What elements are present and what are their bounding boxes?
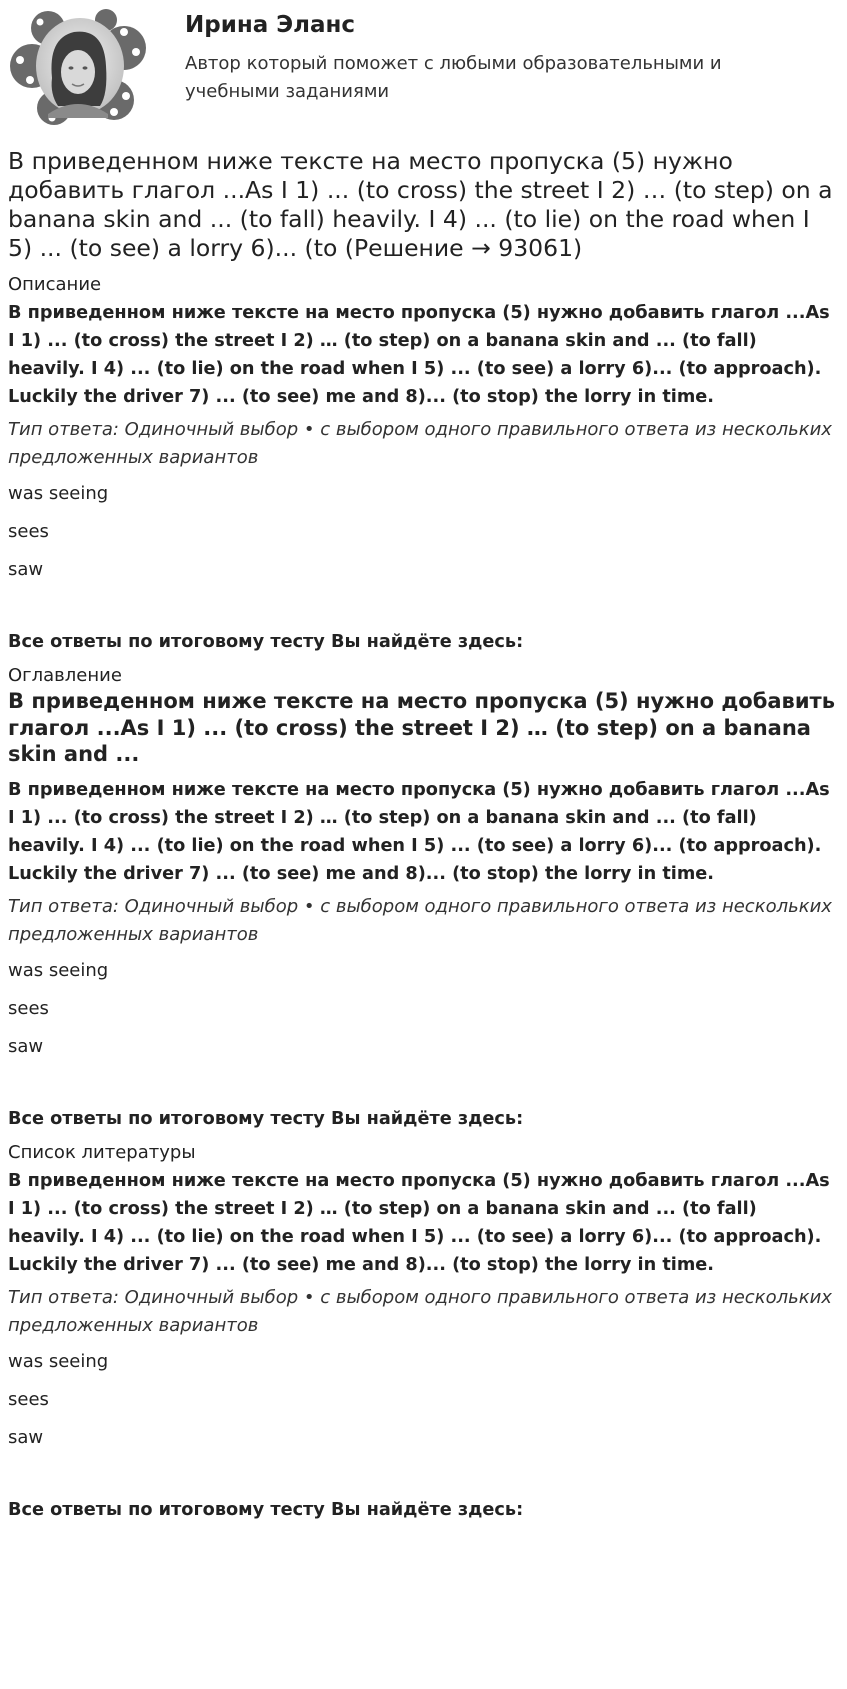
all-answers-link-text: Все ответы по итоговому тесту Вы найдёте здесь: <box>8 1499 524 1520</box>
answer-type: Тип ответа: Одиночный выбор • с выбором одного правильного ответа из нескольких предложенных вариантов <box>8 895 832 945</box>
all-answers-link-text: Все ответы по итоговому тесту Вы найдёте здесь: <box>8 1108 524 1129</box>
answer-option[interactable]: saw <box>8 1426 44 1448</box>
section-label: Описание <box>8 274 102 295</box>
answer-option[interactable]: was seeing <box>8 483 109 504</box>
section-label: Список литературы <box>8 1141 196 1163</box>
section-contents <box>8 664 838 1131</box>
answer-option[interactable]: sees <box>8 521 49 542</box>
answer-option[interactable]: sees <box>8 997 49 1019</box>
answer-type: Тип ответа: Одиночный выбор • с выбором одного правильного ответа из нескольких предложенных вариантов <box>8 419 832 468</box>
page <box>8 0 838 1522</box>
answer-option[interactable]: was seeing <box>8 1350 109 1372</box>
answer-type: Тип ответа: Одиночный выбор • с выбором одного правильного ответа из нескольких предложенных вариантов <box>8 1286 832 1336</box>
all-answers-link-text: Все ответы по итоговому тесту Вы найдёте здесь: <box>8 632 524 652</box>
page-title: В приведенном ниже тексте на место пропуска (5) нужно добавить глагол ...As I 1) ... (to cross) the street I 2) … (to step) on a banana skin and ... (to fall) heavily. I 4) ... (to lie) on the road when I 5) ... (to see) a lorry 6)... (to (Решение → 93061) <box>8 147 833 262</box>
author-description: Автор который поможет с любыми образовательными и учебными заданиями <box>185 53 722 102</box>
question-text: В приведенном ниже тексте на место пропуска (5) нужно добавить глагол ...As I 1) ... (to cross) the street I 2) … (to step) on a banana skin and ... (to fall) heavily. I 4) ... (to lie) on the road when I 5) ... (to see) a lorry 6)... (to approach). Luckily the driver 7) ... (to see) me and 8)... (to stop) the lorry in time. <box>8 303 830 407</box>
question-text: В приведенном ниже тексте на место пропуска (5) нужно добавить глагол ...As I 1) ... (to cross) the street I 2) … (to step) on a banana skin and ... (to fall) heavily. I 4) ... (to lie) on the road when I 5) ... (to see) a lorry 6)... (to approach). Luckily the driver 7) ... (to see) me and 8)... (to stop) the lorry in time. <box>8 1170 830 1275</box>
answer-option[interactable]: sees <box>8 1388 49 1410</box>
section-references <box>8 1141 838 1522</box>
section-label: Оглавление <box>8 665 122 686</box>
answer-option[interactable]: saw <box>8 559 44 580</box>
section-description <box>8 273 838 654</box>
author-block <box>8 0 838 135</box>
answer-option[interactable]: saw <box>8 1035 44 1057</box>
contents-heading: В приведенном ниже тексте на место пропуска (5) нужно добавить глагол ...As I 1) ... (to cross) the street I 2) … (to step) on a banana skin and ... <box>8 689 835 766</box>
answer-option[interactable]: was seeing <box>8 959 109 981</box>
question-text: В приведенном ниже тексте на место пропуска (5) нужно добавить глагол ...As I 1) ... (to cross) the street I 2) … (to step) on a banana skin and ... (to fall) heavily. I 4) ... (to lie) on the road when I 5) ... (to see) a lorry 6)... (to approach). Luckily the driver 7) ... (to see) me and 8)... (to stop) the lorry in time. <box>8 779 830 884</box>
author-name[interactable]: Ирина Эланс <box>185 12 356 38</box>
author-avatar[interactable] <box>8 8 148 126</box>
